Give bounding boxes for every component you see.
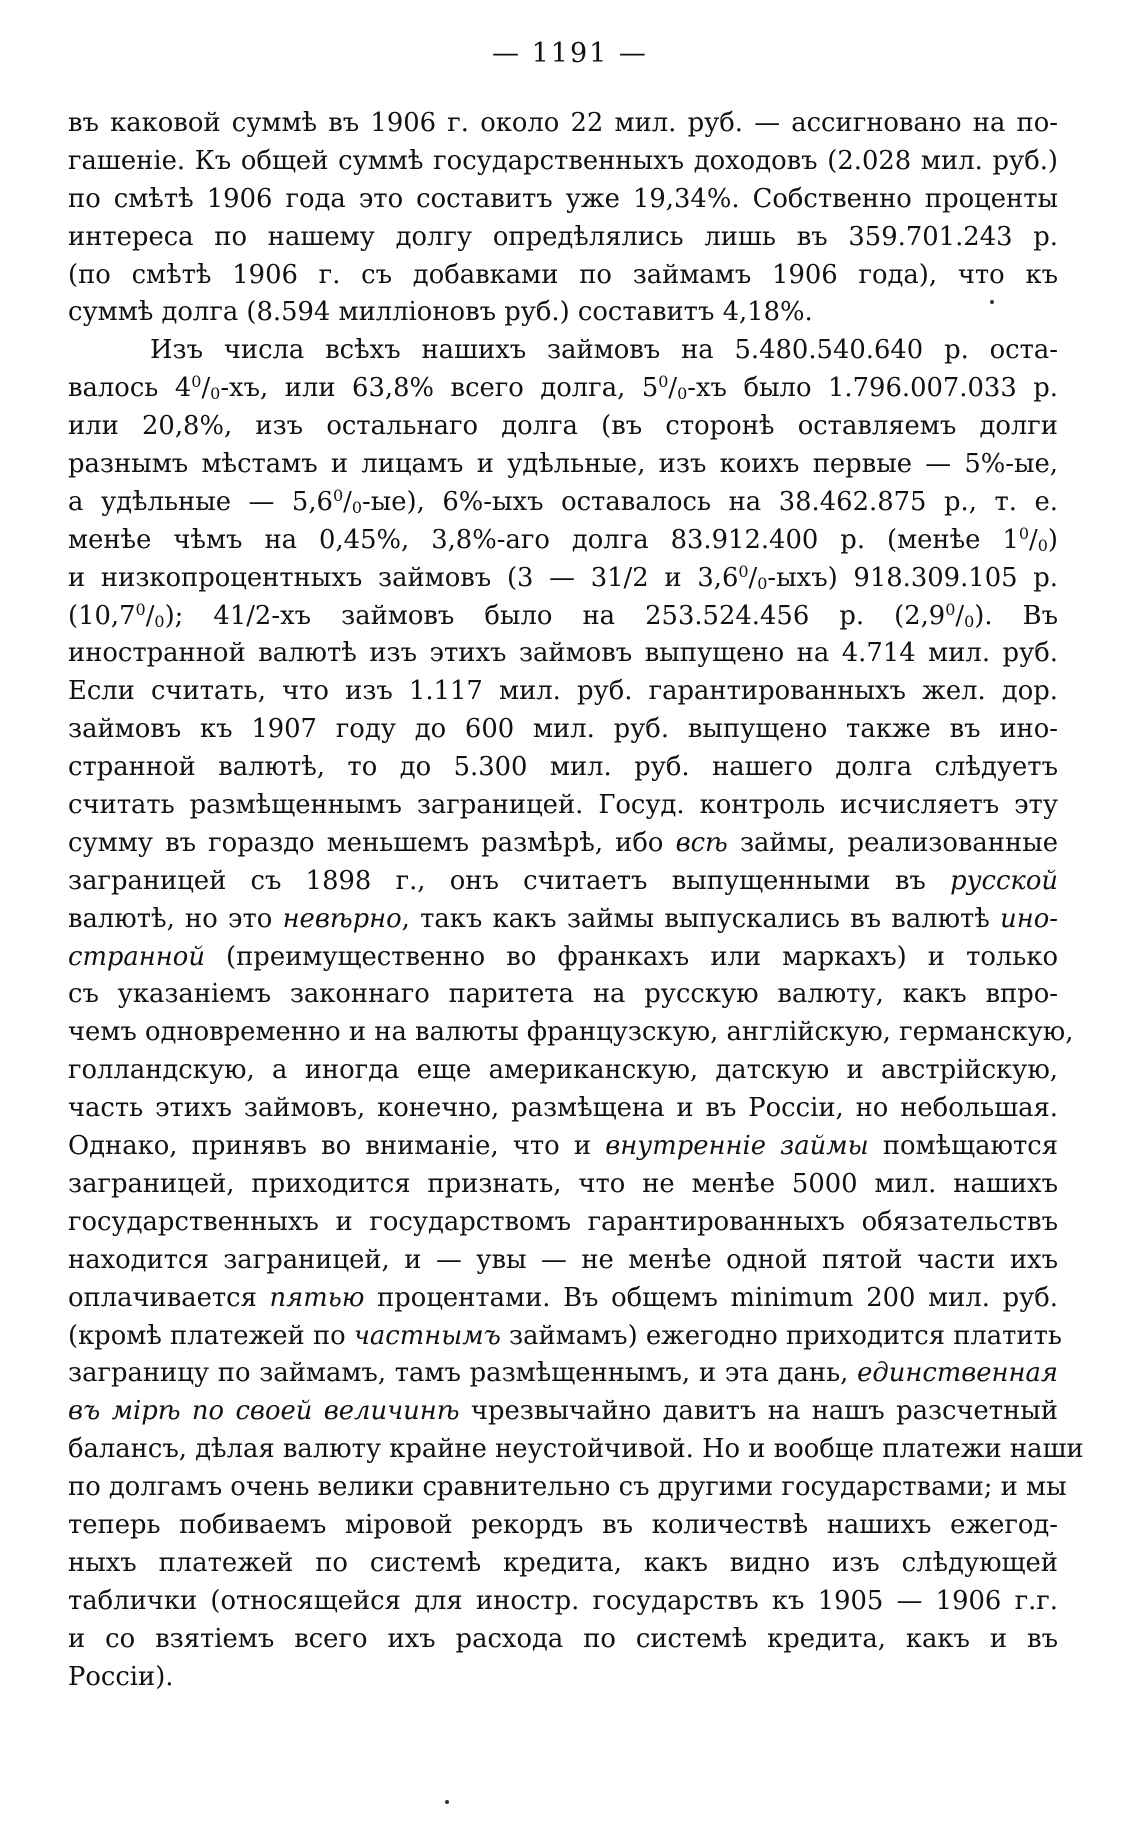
text-line: (кромѣ платежей по частнымъ займамъ) ежегодно приходится платить	[68, 1320, 1062, 1351]
text-line: Россіи).	[68, 1661, 174, 1692]
text-line: странной валютѣ, то до 5.300 мил. руб. нашего долга слѣдуетъ	[68, 752, 1058, 783]
text-line: менѣе чѣмъ на 0,45%, 3,8%-аго долга 83.912.400 р. (менѣе $1^0/_0$)	[68, 524, 1058, 555]
text-line: Если считать, что изъ 1.117 мил. руб. гарантированныхъ жел. дор.	[68, 676, 1058, 707]
text-line: странной (преимущественно во франкахъ или маркахъ) и только	[68, 941, 1058, 972]
text-line: балансъ, дѣлая валюту крайне неустойчивой. Но и вообще платежи наши	[68, 1434, 1084, 1465]
text-line: займовъ къ 1907 году до 600 мил. руб. выпущено также въ ино-	[68, 714, 1058, 745]
text-line: гашеніе. Къ общей суммѣ государственныхъ доходовъ (2.028 мил. руб.)	[68, 145, 1058, 176]
print-speck	[445, 1800, 449, 1804]
text-line: заграницей съ 1898 г., онъ считаетъ выпущенными въ русской	[68, 865, 1058, 896]
text-line: иностранной валютѣ изъ этихъ займовъ выпущено на 4.714 мил. руб.	[68, 638, 1058, 669]
text-line: считать размѣщеннымъ заграницей. Госуд. контроль исчисляетъ эту	[68, 790, 1058, 821]
text-line: (по смѣтѣ 1906 г. съ добавками по займамъ 1906 года), что къ	[68, 259, 1058, 290]
text-line: теперь побиваемъ міровой рекордъ въ количествѣ нашихъ ежегод-	[68, 1509, 1058, 1540]
text-line: въ мірѣ по своей величинѣ чрезвычайно давитъ на нашъ разсчетный	[68, 1396, 1058, 1427]
page-number-header: — 1191 —	[492, 38, 648, 69]
text-line: и со взятіемъ всего ихъ расхода по системѣ кредита, какъ и въ	[68, 1623, 1058, 1654]
text-line: по долгамъ очень велики сравнительно съ другими государствами; и мы	[68, 1472, 1067, 1503]
text-line: таблички (относящейся для иностр. государствъ къ 1905 — 1906 г.г.	[68, 1585, 1058, 1616]
text-line: а удѣльные — $5,6^0/_0-ые$), 6%-ыхъ оставалось на 38.462.875 р., т. е.	[68, 486, 1058, 518]
text-line: разнымъ мѣстамъ и лицамъ и удѣльные, изъ коихъ первые — 5%-ые,	[68, 449, 1058, 480]
text-line: интереса по нашему долгу опредѣлялись лишь въ 359.701.243 р.	[68, 221, 1058, 252]
text-line: съ указаніемъ законнаго паритета на русскую валюту, какъ впро-	[68, 979, 1058, 1010]
text-line: Однако, принявъ во вниманіе, что и внутренніе займы помѣщаются	[68, 1131, 1058, 1162]
text-line: суммѣ долга (8.594 милліоновъ руб.) составитъ 4,18%.	[68, 297, 813, 328]
text-line: въ каковой суммѣ въ 1906 г. около 22 мил. руб. — ассигновано на по-	[68, 108, 1058, 138]
text-line: $(10,7^0/_0)$; 41/2-хъ займовъ было на 253.524.456 р. $(2,9^0/_0)$. Въ	[68, 599, 1059, 631]
body-text	[68, 105, 1084, 1696]
text-line: валютѣ, но это невѣрно, такъ какъ займы выпускались въ валютѣ ино-	[68, 903, 1058, 934]
text-line: чемъ одновременно и на валюты французскую, англійскую, германскую,	[68, 1017, 1074, 1048]
text-line: и низкопроцентныхъ займовъ (3 — 31/2 и $3,6^0/_0-ыхъ$) 918.309.105 р.	[68, 561, 1058, 593]
text-line: часть этихъ займовъ, конечно, размѣщена и въ Россіи, но небольшая.	[68, 1093, 1058, 1124]
text-line: оплачивается пятью процентами. Въ общемъ minimum 200 мил. руб.	[68, 1282, 1058, 1313]
text-line: находится заграницей, и — увы — не менѣе одной пятой части ихъ	[68, 1244, 1058, 1275]
print-speck	[990, 300, 994, 304]
text-line: или 20,8%, изъ остальнаго долга (въ сторонѣ оставляемъ долги	[68, 411, 1058, 442]
text-line: заграницей, приходится признать, что не менѣе 5000 мил. нашихъ	[68, 1168, 1058, 1199]
text-line: голландскую, а иногда еще американскую, датскую и австрійскую,	[68, 1055, 1058, 1086]
text-line: валось $4^0/_0-хъ$, или 63,8% всего долга, $5^0/_0-хъ$ было 1.796.007.033 р.	[68, 372, 1059, 404]
text-line: заграницу по займамъ, тамъ размѣщеннымъ, и эта дань, единственная	[68, 1358, 1058, 1389]
text-line: Изъ числа всѣхъ нашихъ займовъ на 5.480.540.640 р. оста-	[150, 335, 1058, 366]
text-line: по смѣтѣ 1906 года это составитъ уже 19,34%. Собственно проценты	[68, 183, 1058, 214]
text-line: государственныхъ и государствомъ гарантированныхъ обязательствъ	[68, 1206, 1058, 1237]
text-line: ныхъ платежей по системѣ кредита, какъ видно изъ слѣдующей	[68, 1547, 1058, 1578]
text-line: сумму въ гораздо меньшемъ размѣрѣ, ибо всѣ займы, реализованные	[68, 827, 1058, 858]
